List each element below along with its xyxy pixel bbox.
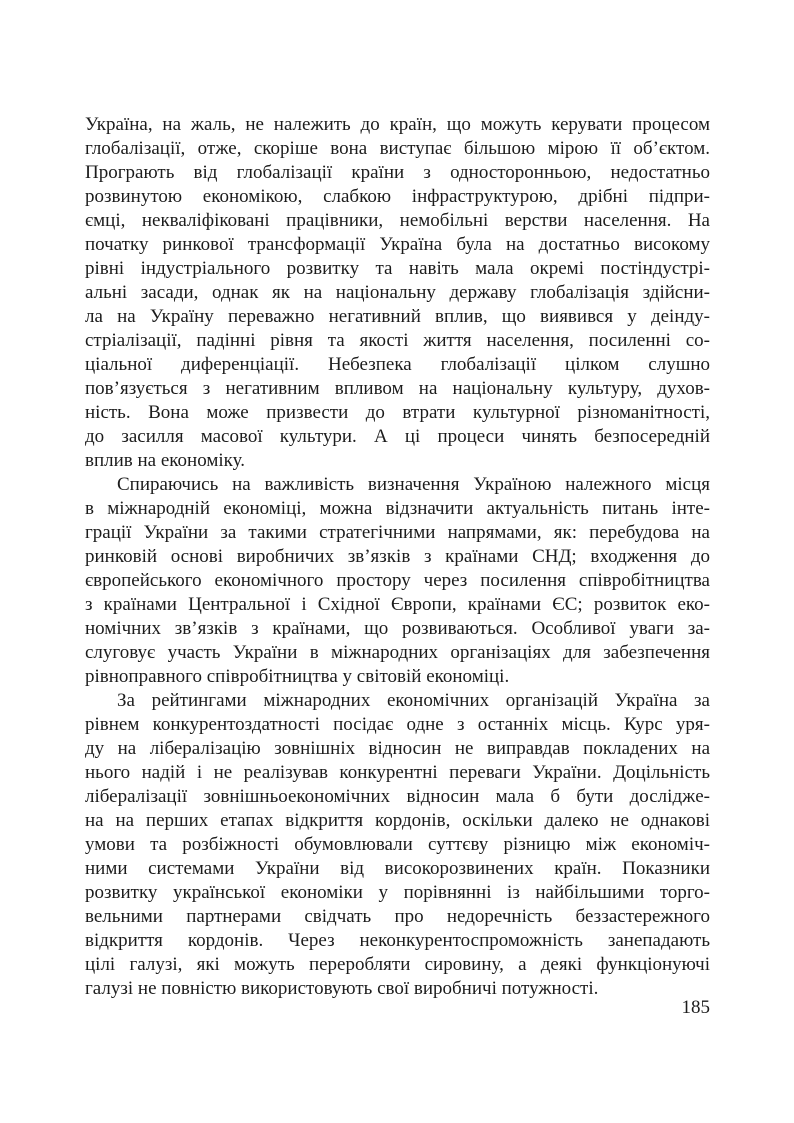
paragraph-1-line-3: Програють від глобалізації країни з односторонньою, недостатньо (85, 162, 710, 183)
paragraph-2-line-9: рівноправного співробітництва у світовій економіці. (85, 666, 510, 687)
paragraph-2-line-5: європейського економічного простору через посилення співробітництва (85, 570, 710, 591)
paragraph-3-line-3: ду на лібералізацію зовнішніх відносин не виправдав покладених на (85, 738, 710, 759)
paragraph-3-line-2: рівнем конкурентоздатності посідає одне з останніх місць. Курс уря- (85, 714, 710, 735)
page-number: 185 (681, 997, 710, 1018)
paragraph-2-line-2: в міжнародній економіці, можна відзначити актуальність питань інте- (85, 498, 710, 519)
paragraph-1-line-9: ла на Україну переважно негативний вплив, що виявився у деінду- (85, 306, 710, 327)
paragraph-3-line-5: лібералізації зовнішньоекономічних відносин мала б бути досліджe- (85, 786, 710, 807)
paragraph-1-line-11: ціальної диференціації. Небезпека глобалізації цілком слушно (85, 354, 710, 375)
paragraph-1-line-2: глобалізації, отже, скоріше вона виступає більшою мірою її об’єктом. (85, 138, 710, 159)
paragraph-2-line-4: ринковій основі виробничих зв’язків з країнами СНД; входження до (85, 546, 710, 567)
paragraph-3-line-4: нього надій і не реалізував конкурентні переваги України. Доцільність (85, 762, 710, 783)
paragraph-1-line-14: до засилля масової культури. А ці процеси чинять безпосередній (85, 426, 710, 447)
paragraph-1-line-10: стріалізації, падінні рівня та якості життя населення, посиленні со- (85, 330, 710, 351)
paragraph-1-line-4: розвинутою економікою, слабкою інфраструктурою, дрібні підпри- (85, 186, 710, 207)
paragraph-3-line-9: розвитку української економіки у порівнянні із найбільшими торго- (85, 882, 710, 903)
paragraph-3-line-6: на на перших етапах відкриття кордонів, оскільки далеко не однакові (85, 810, 710, 831)
body-text (85, 113, 710, 1001)
paragraph-1-line-5: ємці, некваліфіковані працівники, немобільні верстви населення. На (85, 210, 710, 231)
paragraph-2-line-1: Спираючись на важливість визначення Україною належного місця (117, 474, 710, 495)
paragraph-1-line-8: альні засади, однак як на національну державу глобалізація здійсни- (85, 282, 710, 303)
paragraph-3-line-8: ними системами України від високорозвинених країн. Показники (85, 858, 710, 879)
paragraph-3-line-11: відкриття кордонів. Через неконкурентоспроможність занепадають (85, 930, 710, 951)
paragraph-2-line-7: номічних зв’язків з країнами, що розвиваються. Особливої уваги за- (85, 618, 710, 639)
paragraph-2-line-3: грації України за такими стратегічними напрямами, як: перебудова на (85, 522, 710, 543)
paragraph-2-line-6: з країнами Центральної і Східної Європи, країнами ЄС; розвиток еко- (85, 594, 710, 615)
paragraph-1-line-1: Україна, на жаль, не належить до країн, що можуть керувати процесом (85, 114, 710, 135)
paragraph-3-line-13: галузі не повністю використовують свої виробничі потужності. (85, 978, 599, 999)
paragraph-3-line-12: цілі галузі, які можуть переробляти сировину, а деякі функціонуючі (85, 954, 710, 975)
paragraph-1-line-15: вплив на економіку. (85, 450, 245, 471)
paragraph-1-line-12: пов’язується з негативним впливом на національну культуру, духов- (85, 378, 710, 399)
paragraph-1-line-13: ність. Вона може призвести до втрати культурної різноманітності, (85, 402, 710, 423)
paragraph-2-line-8: слуговує участь України в міжнародних організаціях для забезпечення (85, 642, 710, 663)
paragraph-1-line-7: рівні індустріального розвитку та навіть мала окремі постіндустрі- (85, 258, 710, 279)
paragraph-3-line-1: За рейтингами міжнародних економічних організацій Україна за (117, 690, 710, 711)
paragraph-3-line-10: вельними партнерами свідчать про недоречність беззастережного (85, 906, 710, 927)
paragraph-1-line-6: початку ринкової трансформації Україна була на достатньо високому (85, 234, 710, 255)
paragraph-3-line-7: умови та розбіжності обумовлювали суттєву різницю між економіч- (85, 834, 710, 855)
